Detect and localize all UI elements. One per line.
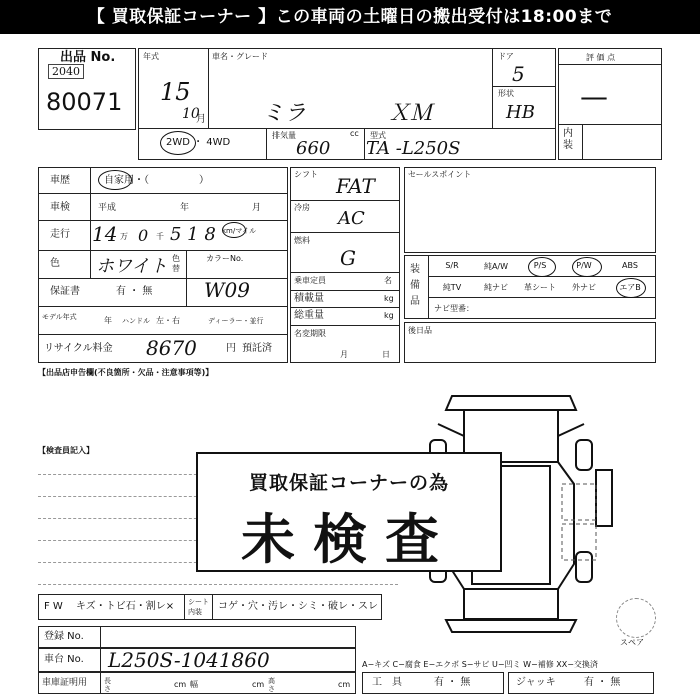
fw-text: キズ・トビ石・割レ× xyxy=(76,601,175,612)
gross-unit: kg xyxy=(384,311,394,320)
row-line-1 xyxy=(38,193,288,194)
row-line-4 xyxy=(38,278,288,279)
equip-pw: P/W xyxy=(576,261,592,270)
doors-value: 5 xyxy=(512,62,525,86)
cert-height: 高さ xyxy=(268,677,275,693)
score-value: — xyxy=(580,80,608,113)
model-year-label: モデル年式 xyxy=(42,313,77,321)
history-value: 自家用・（ ） xyxy=(104,175,209,186)
spec-line-6 xyxy=(290,325,400,326)
shift-value: FAT xyxy=(336,174,375,198)
row-line-5 xyxy=(38,306,288,307)
cert-height-unit: cm xyxy=(338,680,351,689)
seller-notes-label: 【出品店申告欄(不良箇所・欠品・注意事項等)】 xyxy=(38,368,214,377)
score-label: 評 価 点 xyxy=(586,53,616,62)
color-label: 色 xyxy=(50,258,60,269)
inspection-year-unit: 年 xyxy=(180,203,190,213)
equip-alloy: 純A/W xyxy=(483,262,509,271)
sales-point-label: セールスポイント xyxy=(408,170,472,179)
aircon-label: 冷房 xyxy=(294,203,310,212)
mileage-zero: 0 xyxy=(138,226,149,245)
dealer-label: ディーラー・並行 xyxy=(208,317,264,325)
handle-value: 左・右 xyxy=(156,316,180,325)
jack-label: ジャッキ xyxy=(516,677,556,688)
load-unit: kg xyxy=(384,294,394,303)
spec-line-2 xyxy=(290,232,400,233)
inspection-era: 平成 xyxy=(98,203,117,213)
header-banner: 【 買取保証コーナー 】この車両の土曜日の搬出受付は18:00まで xyxy=(0,0,700,34)
load-label: 積載量 xyxy=(294,293,324,304)
mileage-label: 走行 xyxy=(50,229,70,240)
fuel-label: 燃料 xyxy=(294,236,310,245)
inspection-label: 車検 xyxy=(50,202,70,213)
spec-line-1 xyxy=(290,200,400,201)
registration-label: 登録 No. xyxy=(44,631,84,642)
year-divider xyxy=(208,48,209,128)
handle-label: ハンドル xyxy=(122,317,150,325)
label-col-line xyxy=(90,167,91,278)
recycle-note: 預託済 xyxy=(242,343,272,354)
fw-label: F W xyxy=(44,601,63,612)
drive-divider xyxy=(266,128,267,160)
equip-navi: 純ナビ xyxy=(484,283,508,292)
row-line-3 xyxy=(38,250,288,251)
gross-label: 総重量 xyxy=(294,310,324,321)
capacity-unit: 名 xyxy=(384,276,392,285)
interior-label-divider xyxy=(582,124,583,160)
tools-label: 工 具 xyxy=(372,677,402,688)
color-code-divider xyxy=(186,250,187,306)
name-change-day: 日 xyxy=(382,350,390,359)
drive-2wd-circle xyxy=(160,131,196,155)
equipment-row-2 xyxy=(428,297,656,298)
chassis-value: L250S-1041860 xyxy=(108,648,270,672)
equip-ps: P/S xyxy=(533,261,547,270)
mileage-man-unit: 万 xyxy=(120,232,128,241)
color-value: ホワイト xyxy=(96,256,168,277)
cert-label: 車庫証明用 xyxy=(42,678,88,688)
interior-divider xyxy=(558,124,662,125)
grade-name: ＸＭ xyxy=(388,101,433,126)
displacement-label: 排気量 xyxy=(272,131,296,140)
airbag-circle xyxy=(616,278,646,298)
seat-divider xyxy=(212,594,213,620)
no-inspection-stamp xyxy=(196,452,502,572)
color-change-label: 色替 xyxy=(172,254,180,273)
spare-tire-circle xyxy=(616,598,656,638)
mileage-sen-unit: 千 xyxy=(156,232,164,241)
type-label: 型式 xyxy=(370,131,386,140)
capacity-label: 乗車定員 xyxy=(294,276,326,285)
year-month-unit: 月 xyxy=(196,114,206,125)
color-code-label: カラーNo. xyxy=(206,254,244,263)
name-change-label: 名変期限 xyxy=(294,329,326,338)
damage-legend: A−キズ C−腐食 E−エクボ S−サビ U−凹ミ W−補修 XX−交換済 xyxy=(362,660,598,669)
chassis-label: 車台 No. xyxy=(44,654,84,665)
model-name: ミラ xyxy=(262,101,307,126)
shape-label: 形状 xyxy=(498,89,514,98)
score-divider xyxy=(558,64,662,65)
color-code-value: W09 xyxy=(204,278,251,302)
equip-abs: ABS xyxy=(622,261,638,270)
warranty-value: 有 ・ 無 xyxy=(116,286,153,297)
recycle-value: 8670 xyxy=(146,336,197,360)
row-line-2 xyxy=(38,220,288,221)
equip-sr: S/R xyxy=(445,261,459,270)
drive-label: 2WD ・ 4WD xyxy=(166,137,231,148)
spare-label: スペア xyxy=(620,638,644,647)
attached-box xyxy=(404,322,656,363)
navi-model-label: ナビ型番： xyxy=(434,304,474,313)
cert-width-unit: cm xyxy=(252,680,265,689)
chassis-divider xyxy=(100,648,101,672)
cert-length-unit: cm xyxy=(174,680,187,689)
equip-tv: 純TV xyxy=(442,283,462,292)
equip-leather: 革シート xyxy=(524,283,556,292)
attached-label: 後日品 xyxy=(408,326,432,335)
name-grade-label: 車名・グレード xyxy=(212,52,268,61)
pw-circle xyxy=(572,257,602,277)
mileage-rest: 5 1 8 xyxy=(170,224,216,245)
mileage-km-circle xyxy=(222,222,246,238)
aircon-value: AC xyxy=(338,208,365,229)
row-line-6 xyxy=(38,334,288,335)
cert-width: 幅 xyxy=(190,680,198,689)
ps-circle xyxy=(528,257,556,277)
equipment-label: 装備品 xyxy=(410,264,420,307)
lot-stamp: 2040 xyxy=(48,64,84,79)
doors-label: ドア xyxy=(498,52,514,61)
inspector-label: 【検査員記入】 xyxy=(38,446,94,455)
interior-label: 内装 xyxy=(563,128,573,151)
displacement-unit: cc xyxy=(350,129,359,138)
spec-line-5 xyxy=(290,307,400,308)
warranty-label: 保証書 xyxy=(50,286,80,297)
vehicle-info-row-divider xyxy=(138,128,556,129)
equipment-label-divider xyxy=(428,255,429,319)
year-label: 年式 xyxy=(143,52,159,61)
mileage-man-value: 14 xyxy=(92,222,118,246)
seat-label: シート内装 xyxy=(188,598,209,616)
equip-airbag: エアB xyxy=(619,283,641,292)
history-label: 車歴 xyxy=(50,175,70,186)
year-era-value: 15 xyxy=(160,78,191,106)
cert-length: 長さ xyxy=(104,677,111,693)
recycle-unit: 円 xyxy=(226,343,236,354)
spec-line-3 xyxy=(290,272,400,273)
year-month-value: 10 xyxy=(182,106,200,122)
mileage-km-unit: km/マイル xyxy=(222,227,257,235)
model-year-unit: 年 xyxy=(104,316,112,325)
stamp-line-1: 買取保証コーナーの為 xyxy=(248,472,449,494)
type-value: TA -L250S xyxy=(366,138,461,159)
inspection-month-unit: 月 xyxy=(252,203,262,213)
history-circle xyxy=(98,170,132,190)
spec-line-4 xyxy=(290,290,400,291)
registration-row xyxy=(38,626,356,648)
fuel-value: G xyxy=(340,246,356,270)
displacement-value: 660 xyxy=(296,138,331,159)
lot-number: 80071 xyxy=(46,88,123,116)
shift-label: シフト xyxy=(294,170,318,179)
door-divider xyxy=(492,48,493,128)
name-change-month: 月 xyxy=(340,350,348,359)
inspector-line-6 xyxy=(38,584,398,585)
registration-divider xyxy=(100,626,101,648)
jack-value: 有 ・ 無 xyxy=(584,677,621,688)
lot-label: 出品 No. xyxy=(60,50,116,65)
recycle-label: リサイクル料金 xyxy=(44,343,113,354)
seat-text: コゲ・穴・汚レ・シミ・破レ・スレ xyxy=(218,601,378,612)
fw-divider xyxy=(184,594,185,620)
type-divider xyxy=(364,128,365,160)
stamp-line-2: 未検査 xyxy=(241,508,457,571)
tools-value: 有 ・ 無 xyxy=(434,677,471,688)
equip-ext-navi: 外ナビ xyxy=(572,283,596,292)
shape-value: HB xyxy=(506,102,535,123)
door-shape-divider xyxy=(492,86,556,87)
cert-divider xyxy=(100,672,101,694)
